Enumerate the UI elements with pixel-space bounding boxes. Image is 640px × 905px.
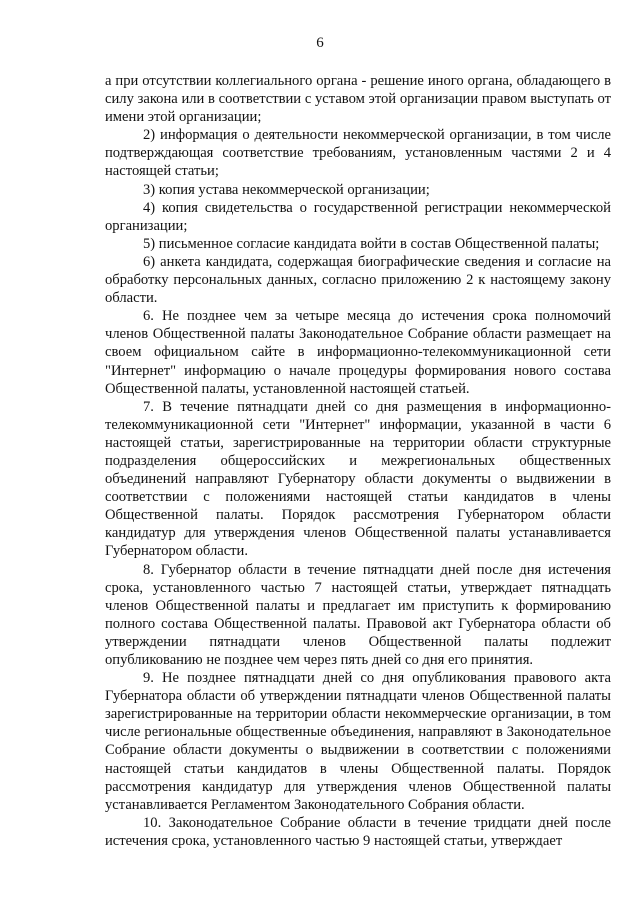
paragraph-part-8: 8. Губернатор области в течение пятнадцати дней после дня истечения срока, установленного частью 7 настоящей статьи, утверждает пятнадцать членов Общественной палаты и предлагает им приступить к формированию полного состава Общественной палаты. Правовой акт Губернатора области об утверждении пятнадцати членов Общественной палаты подлежит опубликованию не позднее чем через пять дней со дня его принятия. bbox=[105, 561, 611, 668]
paragraph-part-6: 6. Не позднее чем за четыре месяца до истечения срока полномочий членов Общественной палаты Законодательное Собрание области размещает на своем официальном сайте в информационно-телекоммуникационной сети "Интернет" информацию о начале процедуры формирования нового состава Общественной палаты, установленной настоящей статьей. bbox=[105, 308, 611, 397]
paragraph-decision-clause: а при отсутствии коллегиального органа - решение иного органа, обладающего в силу закона или в соответствии с уставом этой организации правом выступать от имени этой организации; bbox=[105, 73, 611, 126]
paragraph-item-2: 2) информация о деятельности некоммерческой организации, в том числе подтверждающая соответствие требованиям, установленным частями 2 и 4 настоящей статьи; bbox=[105, 127, 611, 180]
paragraph-item-3: 3) копия устава некоммерческой организации; bbox=[143, 181, 430, 198]
paragraph-part-10: 10. Законодательное Собрание области в течение тридцати дней после истечения срока, установленного частью 9 настоящей статьи, утверждает bbox=[105, 814, 611, 849]
paragraph-item-5: 5) письменное согласие кандидата войти в состав Общественной палаты; bbox=[143, 235, 600, 252]
page-number: 6 bbox=[316, 35, 324, 51]
document-body bbox=[105, 72, 611, 850]
paragraph-item-6: 6) анкета кандидата, содержащая биографические сведения и согласие на обработку персональных данных, согласно приложению 2 к настоящему закону области. bbox=[105, 253, 611, 307]
paragraph-part-9: 9. Не позднее пятнадцати дней со дня опубликования правового акта Губернатора области об утверждении пятнадцати членов Общественной палаты зарегистрированные на территории области некоммерческие организации, в том числе региональные общественные объединения, направляют в Законодательное Собрание области документы о выдвижении в соответствии с положениями настоящей статьи кандидатов в члены Общественной палаты. Порядок рассмотрения кандидатур для утверждения членов Общественной палаты устанавливается Регламентом Законодательного Собрания области. bbox=[105, 670, 611, 813]
paragraph-part-7: 7. В течение пятнадцати дней со дня размещения в информационно-телекоммуникационной сети "Интернет" информации, указанной в части 6 настоящей статьи, зарегистрированные на территории области структурные подразделения общероссийских и межрегиональных общественных объединений направляют Губернатору области документы о выдвижении в соответствии с положениями настоящей статьи кандидатов в члены Общественной палаты. Порядок рассмотрения Губернатором области кандидатур для утверждения членов Общественной палаты устанавливается Губернатором области. bbox=[105, 398, 611, 560]
paragraph-item-4: 4) копия свидетельства о государственной регистрации некоммерческой организации; bbox=[105, 199, 611, 234]
